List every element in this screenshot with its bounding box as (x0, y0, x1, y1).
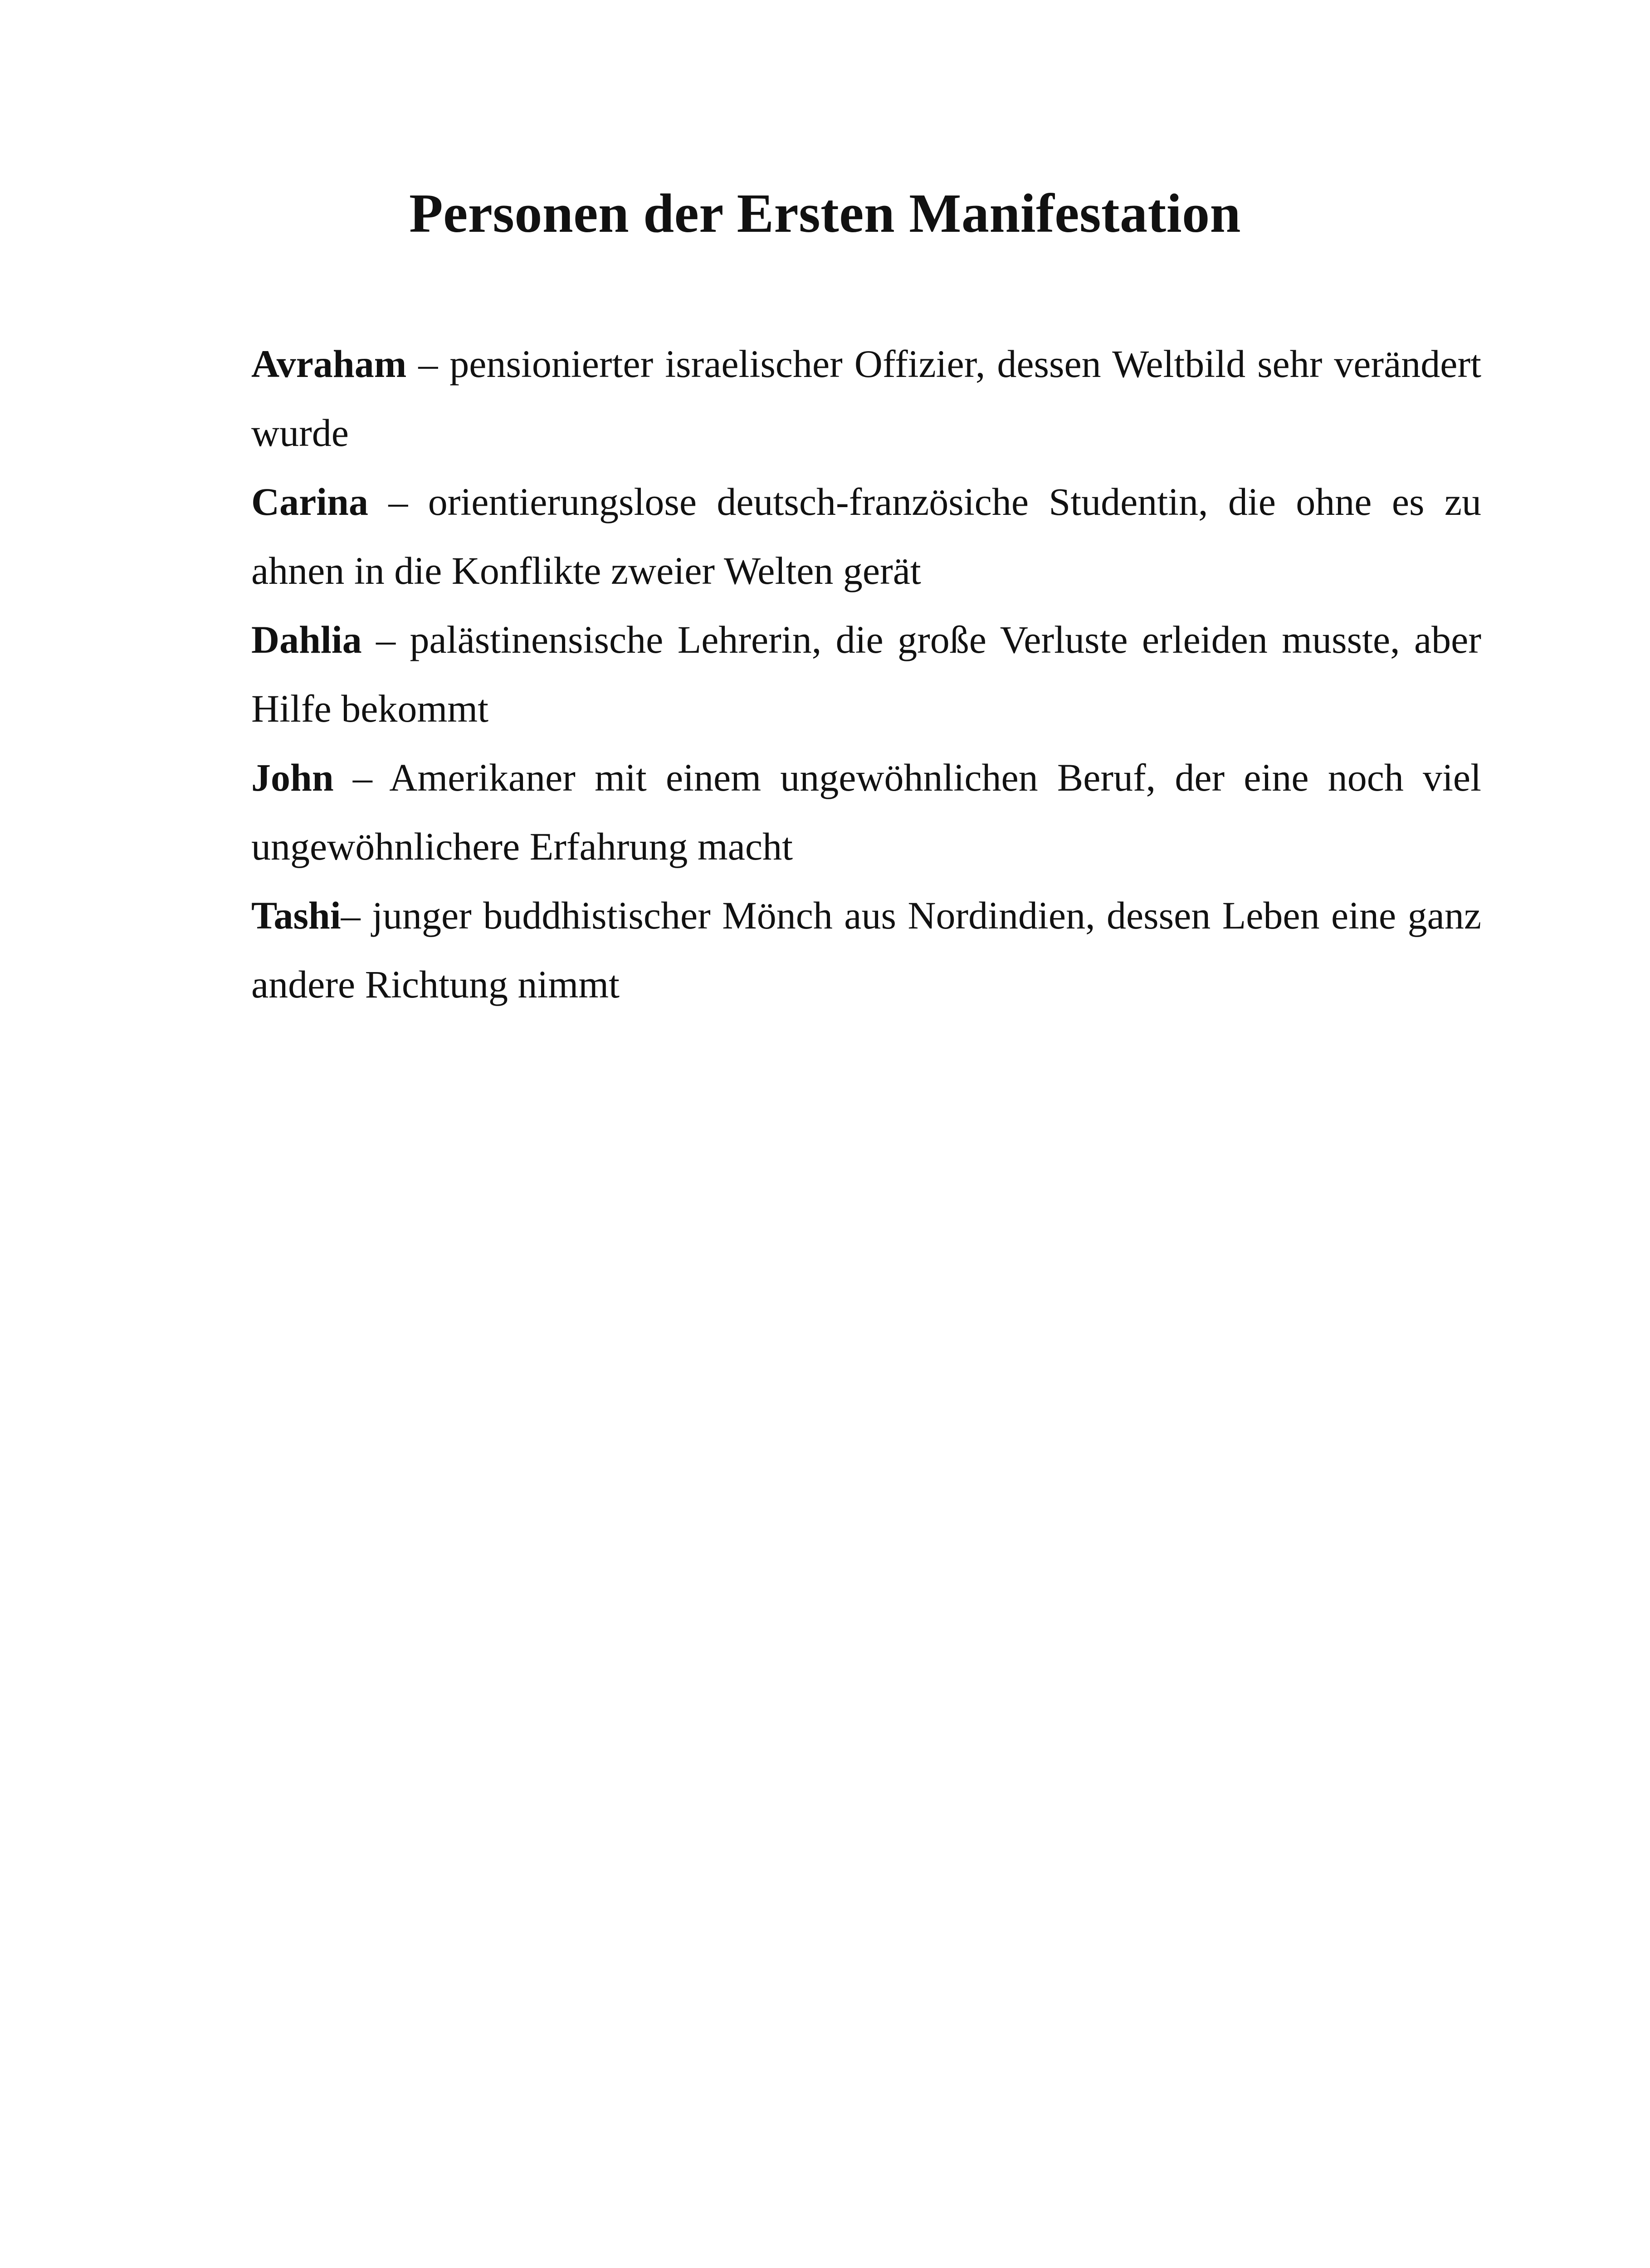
character-description: – orientierungslose deutsch-französiche Studentin, die ohne es zu ahnen in die Konflikte zweier Welten gerät (251, 480, 1481, 592)
character-description: – Amerikaner mit einem ungewöhnlichen Beruf, der eine noch viel ungewöhnlichere Erfahrung macht (251, 756, 1481, 868)
character-entry-carina (251, 467, 1481, 605)
character-description: – junger buddhistischer Mönch aus Nordindien, dessen Leben eine ganz andere Richtung nimmt (251, 894, 1481, 1006)
character-name: John (251, 756, 334, 799)
page-title: Personen der Ersten Manifestation (409, 183, 1241, 244)
character-name: Carina (251, 480, 368, 523)
character-name: Dahlia (251, 618, 362, 661)
character-entry-john (251, 743, 1481, 881)
character-list (251, 329, 1481, 1019)
character-description: – palästinensische Lehrerin, die große Verluste erleiden musste, aber Hilfe bekommt (251, 618, 1481, 730)
character-entry-tashi (251, 881, 1481, 1019)
character-description: – pensionierter israelischer Offizier, dessen Weltbild sehr verändert wurde (251, 342, 1481, 455)
character-name: Avraham (251, 342, 407, 386)
character-entry-dahlia (251, 605, 1481, 743)
character-entry-avraham (251, 329, 1481, 467)
character-name: Tashi (251, 894, 341, 937)
